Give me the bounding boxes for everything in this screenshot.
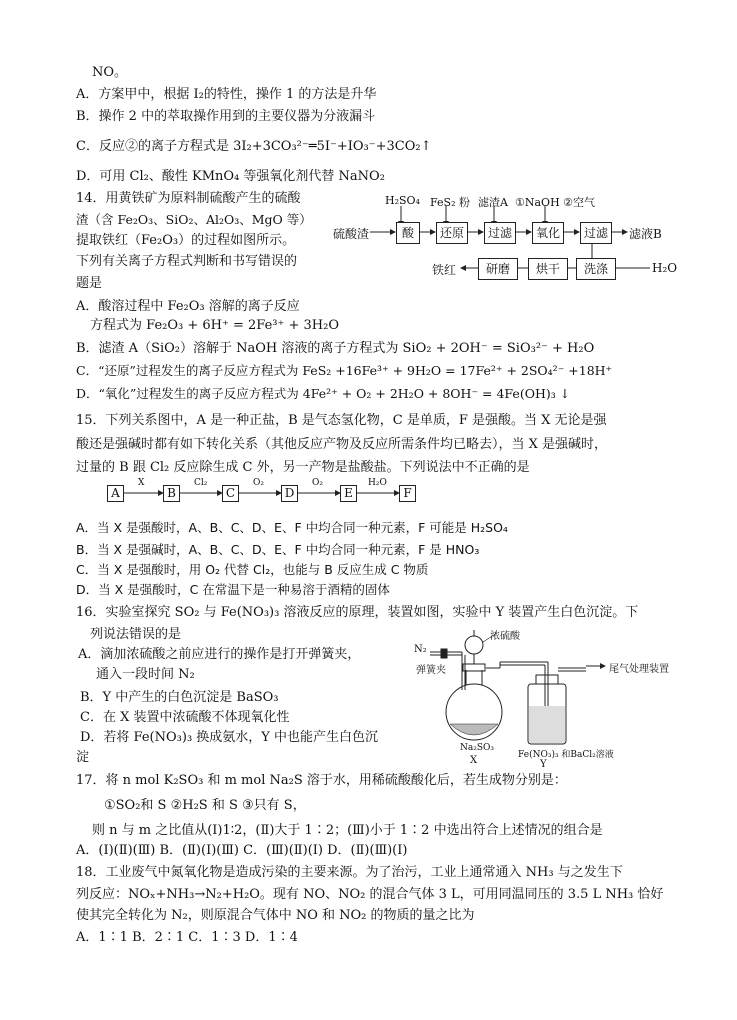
chain-node-a: A xyxy=(107,485,124,502)
q14-option-a: A．酸溶过程中 Fe₂O₃ 溶解的离子反应 xyxy=(76,299,300,314)
q16-option-a-cont: 通入一段时间 N₂ xyxy=(96,667,195,682)
q14-stem-line: 题是 xyxy=(76,276,103,291)
q14-option-a-cont: 方程式为 Fe₂O₃ + 6H⁺ = 2Fe³⁺ + 3H₂O xyxy=(90,318,339,333)
q18-line: 使其完全转化为 N₂，则原混合气体中 NO 和 NO₂ 的物质的量之比为 xyxy=(76,908,475,923)
flow-reagent: FeS₂ 粉 xyxy=(430,196,470,209)
bottle-label: Fe(NO₃)₃ 和BaCl₂溶液 xyxy=(518,750,614,760)
flow-reagent: H₂SO₄ xyxy=(385,194,420,207)
chain-arrow-label: O₂ xyxy=(253,478,264,488)
tail-gas-label: 尾气处理装置 xyxy=(609,664,669,675)
q15-stem-line: 过量的 B 跟 Cl₂ 反应除生成 C 外，另一产物是盐酸盐。下列说法中不正确的是 xyxy=(76,460,530,475)
flow-start-label: 硫酸渣 xyxy=(333,227,370,241)
chain-node-b: B xyxy=(163,485,180,502)
chain-node-d: D xyxy=(281,485,298,502)
q14-stem-line: 渣（含 Fe₂O₃、SiO₂、Al₂O₃、MgO 等） xyxy=(76,212,312,227)
q16-option-c: C．在 X 装置中浓硫酸不体现氧化性 xyxy=(80,710,290,725)
flow-box-dry: 烘干 xyxy=(528,258,568,280)
chain-arrow-label: O₂ xyxy=(312,478,323,488)
q15-option-d: D．当 X 是强酸时，C 在常温下是一种易溶于酒精的固体 xyxy=(76,582,390,597)
q17-line: 17．将 n mol K₂SO₃ 和 m mol Na₂S 溶于水，用稀硫酸酸化后，若生成物分别是： xyxy=(76,773,567,788)
x-label: X xyxy=(470,755,478,766)
flow-box-reduce: 还原 xyxy=(436,222,468,244)
q16-option-d-cont: 淀 xyxy=(76,750,90,765)
flow-filtrate-label: 滤液B xyxy=(629,227,662,241)
q14-option-b: B．滤渣 A（SiO₂）溶解于 NaOH 溶液的离子方程式为 SiO₂ + 2OH⁻ = SiO₃²⁻ + H₂O xyxy=(76,341,595,356)
n2-label: N₂ xyxy=(414,644,427,655)
q15-option-c: C．当 X 是强酸时，用 O₂ 代替 Cl₂，也能与 B 反应生成 C 物质 xyxy=(76,562,429,577)
chain-arrow-label: H₂O xyxy=(368,478,387,488)
flow-box-wash: 洗涤 xyxy=(576,258,616,280)
flow-box-oxidize: 氧化 xyxy=(532,222,564,244)
flow-box-acid: 酸 xyxy=(396,222,420,244)
q15-stem-line: 15．下列关系图中，A 是一种正盐，B 是气态氢化物，C 是单质，F 是强酸。当 X 无论是强 xyxy=(76,413,607,428)
q16-stem-line: 列说法错误的是 xyxy=(90,627,182,642)
chain-node-c: C xyxy=(222,485,239,502)
flow-box-filter: 过滤 xyxy=(484,222,516,244)
option-c: C．反应②的离子方程式是 3I₂+3CO₃²⁻═5I⁻+IO₃⁻+3CO₂↑ xyxy=(76,139,432,154)
flow-reagent: ①NaOH ②空气 xyxy=(515,196,596,209)
chain-node-e: E xyxy=(340,485,357,502)
q14-stem-line: 14．用黄铁矿为原料制硫酸产生的硫酸 xyxy=(76,191,301,206)
option-d: D．可用 Cl₂、酸性 KMnO₄ 等强氧化剂代替 NaNO₂ xyxy=(76,169,385,184)
chain-arrow-label: X xyxy=(138,478,145,488)
q16-option-b: B．Y 中产生的白色沉淀是 BaSO₃ xyxy=(80,690,279,705)
option-a: A．方案甲中，根据 I₂的特性，操作 1 的方法是升华 xyxy=(76,87,377,102)
q14-stem-line: 提取铁红（Fe₂O₃）的过程如图所示。 xyxy=(76,233,296,248)
q17-options: A．(Ⅰ)(Ⅱ)(Ⅲ) B．(Ⅱ)(Ⅰ)(Ⅲ) C．(Ⅲ)(Ⅱ)(Ⅰ) D．(Ⅱ)(Ⅲ)(Ⅰ) xyxy=(76,843,408,858)
flow-box-filter-2: 过滤 xyxy=(580,222,612,244)
q18-line: 列反应：NOₓ+NH₃→N₂+H₂O。现有 NO、NO₂ 的混合气体 3 L，可用同温同压的 3.5 L NH₃ 恰好 xyxy=(76,887,664,902)
clamp-label: 弹簧夹 xyxy=(416,665,446,676)
q18-options: A．1∶1 B．2∶1 C．1∶3 D．1∶4 xyxy=(76,930,298,945)
q17-line: ①SO₂和 S ②H₂S 和 S ③只有 S， xyxy=(104,798,306,813)
option-b: B．操作 2 中的萃取操作用到的主要仪器为分液漏斗 xyxy=(76,109,376,124)
q14-option-c: C．“还原”过程发生的离子反应方程式为 FeS₂ +16Fe³⁺ + 9H₂O = 17Fe²⁺ + 2SO₄²⁻ +18H⁺ xyxy=(76,363,613,378)
q18-line: 18．工业废气中氮氧化物是造成污染的主要来源。为了治污，工业上通常通入 NH₃ 与之发生下 xyxy=(76,865,623,880)
q15-option-b: B．当 X 是强碱时，A、B、C、D、E、F 中均合同一种元素，F 是 HNO₃ xyxy=(76,542,480,557)
flow-product-label: 铁红 xyxy=(432,263,457,277)
chain-arrow-label: Cl₂ xyxy=(194,478,208,488)
flow-reagent: 滤渣A xyxy=(478,196,508,209)
q16-option-d: D．若将 Fe(NO₃)₃ 换成氨水，Y 中也能产生白色沉 xyxy=(80,730,379,745)
text-line: NO。 xyxy=(92,65,128,80)
q15-stem-line: 酸还是强碱时都有如下转化关系（其他反应产物及反应所需条件均已略去），当 X 是强碱时， xyxy=(76,437,608,452)
q16-option-a: A．滴加浓硫酸之前应进行的操作是打开弹簧夹， xyxy=(78,647,361,662)
acid-label: 浓硫酸 xyxy=(490,631,520,642)
y-label: Y xyxy=(540,759,547,770)
q16-stem-line: 16．实验室探究 SO₂ 与 Fe(NO₃)₃ 溶液反应的原理，装置如图，实验中 Y 装置产生白色沉淀。下 xyxy=(76,605,639,620)
flow-water-label: H₂O xyxy=(652,261,678,275)
q14-stem-line: 下列有关离子方程式判断和书写错误的 xyxy=(76,254,298,269)
q14-option-d: D．“氧化”过程发生的离子反应方程式为 4Fe²⁺ + O₂ + 2H₂O + 8OH⁻ = 4Fe(OH)₃ ↓ xyxy=(76,386,571,401)
flow-box-grind: 研磨 xyxy=(478,258,518,280)
q15-option-a: A．当 X 是强酸时，A、B、C、D、E、F 中均合同一种元素，F 可能是 H₂SO₄ xyxy=(76,520,508,535)
flask-label: Na₂SO₃ xyxy=(460,743,495,753)
chain-node-f: F xyxy=(399,485,416,502)
q17-line: 则 n 与 m 之比值从(Ⅰ)1∶2，(Ⅱ)大于 1∶2；(Ⅲ)小于 1∶2 中选出符合上述情况的组合是 xyxy=(92,823,603,838)
